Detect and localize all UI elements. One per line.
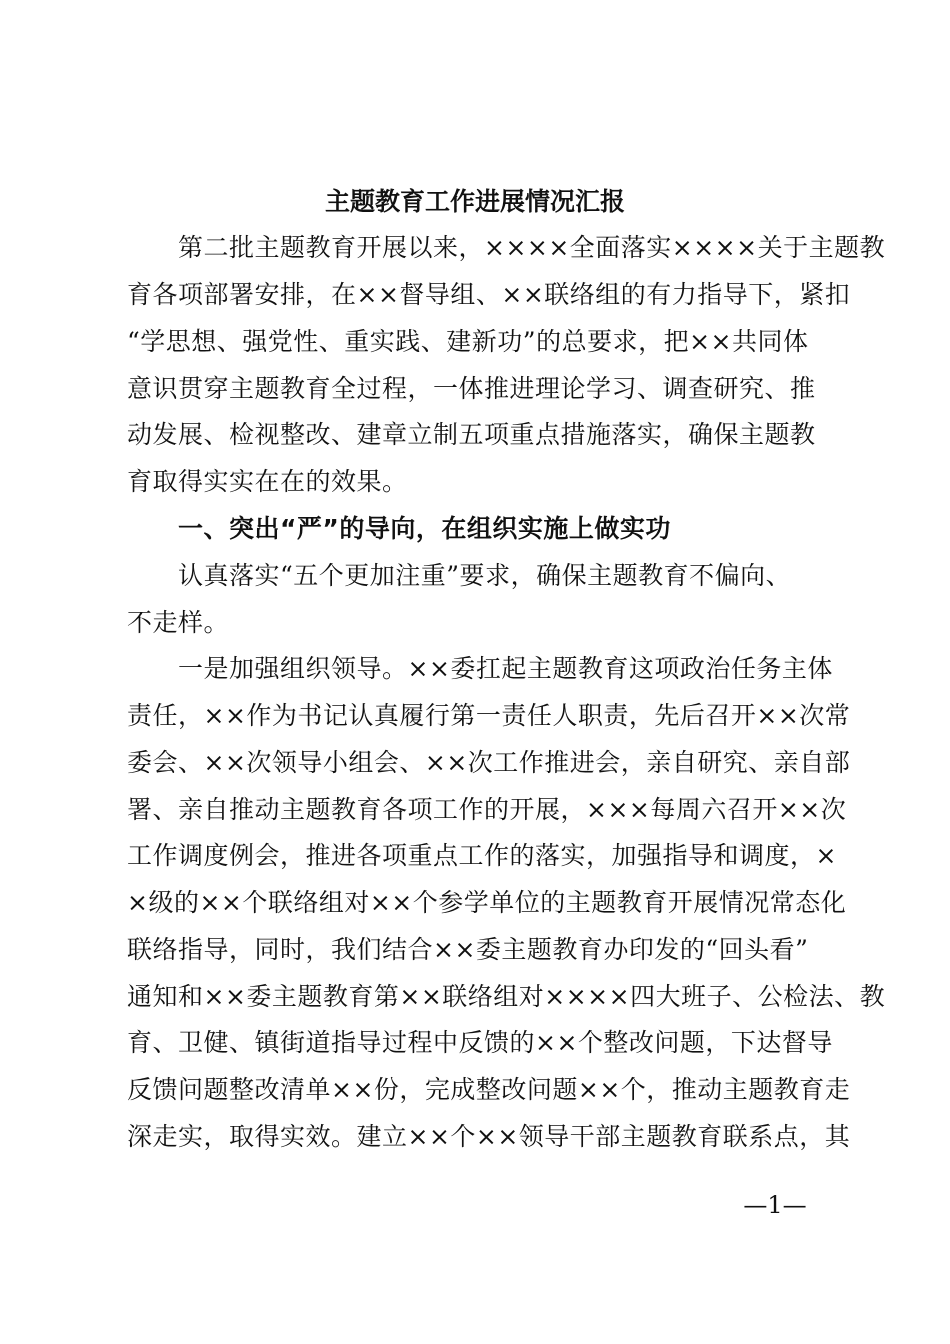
- text-line: 育、卫健、镇街道指导过程中反馈的××个整改问题，下达督导: [127, 1028, 833, 1057]
- text-line: 通知和××委主题教育第××联络组对××××四大班子、公检法、教: [127, 982, 886, 1011]
- page-number: —1—: [743, 1191, 807, 1219]
- text-line: 育取得实实在在的效果。: [127, 467, 408, 496]
- text-line: 联络指导，同时，我们结合××委主题教育办印发的“回头看”: [127, 935, 809, 964]
- text-line: 责任，××作为书记认真履行第一责任人职责，先后召开××次常: [127, 701, 851, 730]
- text-line: “学思想、强党性、重实践、建新功”的总要求，把××共同体: [127, 327, 809, 356]
- text-line: 不走样。: [127, 608, 230, 637]
- text-line: 委会、××次领导小组会、××次工作推进会，亲自研究、亲自部: [127, 748, 851, 777]
- text-line: 工作调度例会，推进各项重点工作的落实，加强指导和调度，×: [127, 841, 837, 870]
- text-line: 署、亲自推动主题教育各项工作的开展，×××每周六召开××次: [127, 795, 847, 824]
- text-line: ×级的××个联络组对××个参学单位的主题教育开展情况常态化: [127, 888, 847, 917]
- text-line: 认真落实“五个更加注重”要求，确保主题教育不偏向、: [178, 561, 792, 590]
- text-line: 反馈问题整改清单××份，完成整改问题××个，推动主题教育走: [127, 1075, 851, 1104]
- text-line: 深走实，取得实效。建立××个××领导干部主题教育联系点，其: [127, 1122, 851, 1151]
- text-line: 育各项部署安排，在××督导组、××联络组的有力指导下，紧扣: [127, 280, 851, 309]
- text-line: 意识贯穿主题教育全过程，一体推进理论学习、调查研究、推: [127, 374, 816, 403]
- text-line: 第二批主题教育开展以来，××××全面落实××××关于主题教: [178, 233, 886, 262]
- text-line: 一是加强组织领导。××委扛起主题教育这项政治任务主体: [178, 654, 833, 683]
- document-title: 主题教育工作进展情况汇报: [324, 187, 625, 216]
- text-line: 动发展、检视整改、建章立制五项重点措施落实，确保主题教: [127, 420, 816, 449]
- section-heading: 一、突出“严”的导向，在组织实施上做实功: [178, 514, 671, 543]
